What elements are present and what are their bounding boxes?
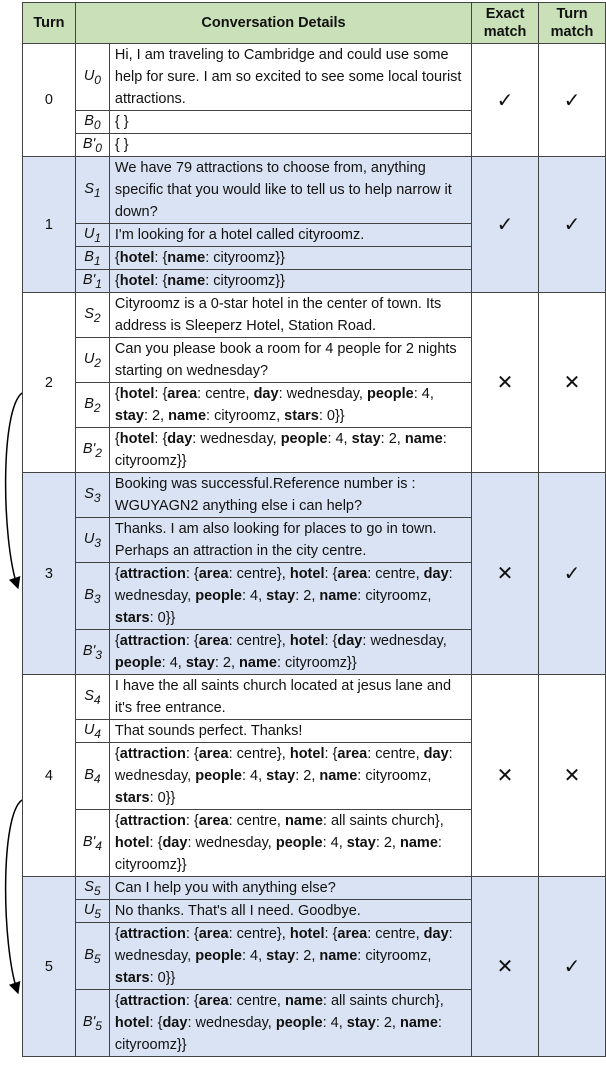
row-label-base: B: [84, 112, 94, 129]
row-label: [75, 428, 109, 473]
table-row: [23, 44, 606, 111]
row-label-subscript: 2: [95, 445, 102, 460]
text-segment: : {: [185, 993, 199, 1009]
row-label: [75, 44, 109, 111]
text-segment: : 4,: [241, 768, 267, 784]
header-exact-match: Exact match: [472, 3, 539, 44]
header-turn: Turn: [23, 3, 76, 44]
slot-key: stay: [351, 431, 381, 447]
text-segment: : {: [154, 250, 168, 266]
slot-key: stay: [346, 1015, 376, 1031]
row-label-subscript: 4: [93, 771, 101, 786]
text-segment: : {: [154, 386, 168, 402]
exact-match-mark: ✕: [472, 473, 539, 675]
row-label-subscript: 5: [93, 951, 101, 966]
row-text: [109, 518, 471, 563]
row-label-subscript: 3: [95, 647, 102, 662]
row-label-subscript: 1: [93, 185, 101, 200]
row-label-base: U: [83, 530, 95, 547]
row-text: [109, 157, 471, 224]
row-text: [109, 224, 471, 247]
slot-key: day: [423, 926, 449, 942]
row-label-subscript: 3: [93, 591, 101, 606]
turn-number: 5: [23, 877, 76, 1057]
text-segment: : 2,: [375, 1015, 400, 1031]
text-segment: { }: [114, 137, 129, 153]
slot-key: people: [195, 948, 242, 964]
row-label: [75, 810, 109, 877]
text-segment: Cityroomz is a 0-star hotel in the center of town. Its address is Sleeperz Hotel, Station Road.: [114, 296, 442, 334]
slot-key: attraction: [119, 993, 186, 1009]
slot-key: area: [167, 386, 198, 402]
row-label: [75, 743, 109, 810]
row-label-subscript: 4: [95, 838, 102, 853]
slot-key: name: [319, 948, 358, 964]
text-segment: {: [114, 273, 120, 289]
slot-key: day: [423, 746, 449, 762]
row-label-base: S: [84, 180, 94, 197]
text-segment: : centre,: [197, 386, 254, 402]
header-turn-match: Turn match: [539, 3, 606, 44]
slot-key: people: [275, 835, 323, 851]
text-segment: : {: [185, 746, 199, 762]
text-segment: : cityroomz,: [357, 588, 432, 604]
text-segment: : 2,: [295, 948, 320, 964]
turn-match-mark: ✕: [539, 675, 606, 877]
arrow-turn4-to-turn5: [6, 800, 22, 990]
row-label-base: B: [84, 946, 94, 963]
table-row: [23, 473, 606, 518]
text-segment: { }: [114, 114, 129, 130]
row-label-base: S: [84, 878, 94, 895]
text-segment: : 4,: [322, 835, 347, 851]
text-segment: : cityroomz}}: [205, 250, 285, 266]
slot-key: area: [198, 566, 229, 582]
text-segment: : centre,: [367, 746, 424, 762]
text-segment: {: [114, 993, 120, 1009]
slot-key: stay: [266, 588, 296, 604]
slot-key: name: [285, 993, 323, 1009]
slot-key: hotel: [289, 633, 325, 649]
row-label: [75, 293, 109, 338]
slot-key: attraction: [119, 566, 186, 582]
row-text: [109, 810, 471, 877]
slot-key: area: [198, 813, 229, 829]
text-segment: : {: [185, 633, 199, 649]
row-text: [109, 900, 471, 923]
row-label-base: U: [83, 721, 95, 738]
text-segment: Can I help you with anything else?: [114, 880, 336, 896]
slot-key: stay: [346, 835, 376, 851]
table-row: [23, 675, 606, 720]
exact-match-mark: ✓: [472, 44, 539, 157]
text-segment: : {: [324, 926, 338, 942]
slot-key: people: [275, 1015, 323, 1031]
row-label-base: B': [82, 440, 96, 457]
row-text: [109, 44, 471, 111]
row-text: [109, 383, 471, 428]
slot-key: name: [319, 768, 358, 784]
slot-key: day: [253, 386, 279, 402]
row-text: [109, 877, 471, 900]
slot-key: name: [285, 813, 323, 829]
row-label-base: U: [83, 67, 95, 84]
row-label-base: B: [84, 766, 94, 783]
slot-key: people: [114, 655, 162, 671]
text-segment: {: [114, 746, 120, 762]
text-segment: : {: [185, 926, 199, 942]
row-label: [75, 630, 109, 675]
slot-key: stay: [266, 948, 296, 964]
row-text: [109, 990, 471, 1057]
text-segment: : {: [149, 1015, 163, 1031]
text-segment: {: [114, 926, 120, 942]
slot-key: day: [337, 633, 363, 649]
row-label-base: U: [83, 901, 95, 918]
row-label-subscript: 5: [95, 1018, 102, 1033]
row-label-subscript: 0: [94, 72, 102, 87]
slot-key: name: [319, 588, 358, 604]
row-label-base: B: [84, 248, 94, 265]
text-segment: {: [114, 633, 120, 649]
row-label-subscript: 1: [93, 253, 101, 268]
text-segment: {: [114, 566, 120, 582]
turn-number: 0: [23, 44, 76, 157]
row-label-base: S: [84, 485, 94, 502]
slot-key: area: [337, 746, 368, 762]
slot-key: attraction: [119, 746, 186, 762]
slot-key: hotel: [289, 926, 325, 942]
text-segment: : centre,: [367, 926, 424, 942]
text-segment: : wednesday,: [362, 633, 447, 649]
slot-key: people: [195, 768, 242, 784]
header-row: [23, 3, 606, 44]
row-label: [75, 923, 109, 990]
row-text: [109, 338, 471, 383]
table-row: [23, 293, 606, 338]
row-label-base: B': [82, 271, 96, 288]
slot-key: day: [423, 566, 449, 582]
slot-key: hotel: [289, 746, 325, 762]
slot-key: name: [400, 835, 438, 851]
text-segment: : cityroomz}}: [276, 655, 357, 671]
text-segment: : {: [324, 566, 338, 582]
row-label-subscript: 2: [93, 400, 101, 415]
text-segment: : 4,: [161, 655, 186, 671]
text-segment: {: [114, 431, 120, 447]
row-label-subscript: 5: [94, 906, 102, 921]
turn-number: 3: [23, 473, 76, 675]
slot-key: stars: [114, 790, 150, 806]
slot-key: day: [162, 835, 188, 851]
row-label: [75, 473, 109, 518]
text-segment: {: [114, 386, 120, 402]
slot-key: area: [198, 633, 229, 649]
arrow-turn2-to-turn3: [6, 393, 22, 585]
exact-match-mark: ✕: [472, 293, 539, 473]
text-segment: : cityroomz,: [357, 948, 432, 964]
slot-key: hotel: [119, 273, 155, 289]
slot-key: stars: [114, 610, 150, 626]
text-segment: : cityroomz,: [206, 408, 285, 424]
slot-key: hotel: [119, 250, 155, 266]
text-segment: Hi, I am traveling to Cambridge and could use some help for sure. I am so excited to see some local tourist attractions.: [114, 47, 462, 107]
slot-key: stars: [114, 970, 150, 986]
row-label: [75, 518, 109, 563]
text-segment: We have 79 attractions to choose from, anything specific that you would like to tell us to help narrow it down?: [114, 160, 452, 220]
row-label-base: B: [84, 395, 94, 412]
text-segment: : cityroomz}}: [114, 431, 447, 469]
text-segment: : 0}}: [149, 610, 176, 626]
text-segment: I'm looking for a hotel called cityroomz.: [114, 227, 365, 243]
slot-key: area: [337, 926, 368, 942]
text-segment: Booking was successful.Reference number is : WGUYAGN2 anything else i can help?: [114, 476, 416, 514]
row-label-base: B': [82, 833, 96, 850]
text-segment: : wednesday,: [114, 566, 453, 604]
turn-match-mark: ✕: [539, 293, 606, 473]
turn-match-mark: ✓: [539, 473, 606, 675]
table-row: [23, 877, 606, 900]
row-label-subscript: 4: [93, 692, 101, 707]
row-text: [109, 111, 471, 134]
turn-number: 2: [23, 293, 76, 473]
text-segment: : all saints church},: [322, 993, 444, 1009]
text-segment: : wednesday,: [187, 1015, 276, 1031]
row-text: [109, 428, 471, 473]
row-label-subscript: 3: [93, 490, 101, 505]
slot-key: hotel: [114, 1015, 150, 1031]
row-label: [75, 270, 109, 293]
text-segment: No thanks. That's all I need. Goodbye.: [114, 903, 361, 919]
table-row: [23, 157, 606, 224]
exact-match-mark: ✕: [472, 877, 539, 1057]
text-segment: : centre,: [228, 993, 285, 1009]
slot-key: hotel: [119, 386, 155, 402]
row-text: [109, 675, 471, 720]
row-label: [75, 111, 109, 134]
turn-match-mark: ✓: [539, 44, 606, 157]
text-segment: That sounds perfect. Thanks!: [114, 723, 303, 739]
row-label: [75, 563, 109, 630]
slot-key: name: [404, 431, 443, 447]
text-segment: : 2,: [295, 768, 320, 784]
row-label-base: S: [84, 687, 94, 704]
text-segment: : centre},: [228, 926, 290, 942]
row-label: [75, 157, 109, 224]
slot-key: day: [167, 431, 193, 447]
text-segment: : {: [185, 813, 199, 829]
text-segment: : cityroomz}}: [114, 835, 442, 873]
slot-key: area: [198, 926, 229, 942]
text-segment: : {: [149, 835, 163, 851]
row-label-subscript: 2: [94, 355, 102, 370]
text-segment: : 2,: [143, 408, 169, 424]
text-segment: : {: [154, 273, 168, 289]
row-text: [109, 720, 471, 743]
text-segment: : wednesday,: [187, 835, 276, 851]
slot-key: stay: [266, 768, 296, 784]
row-label-subscript: 1: [94, 230, 102, 245]
text-segment: : {: [154, 431, 168, 447]
text-segment: : 4,: [241, 948, 267, 964]
exact-match-mark: ✓: [472, 157, 539, 293]
text-segment: : 0}}: [318, 408, 345, 424]
slot-key: hotel: [119, 431, 155, 447]
text-segment: : 2,: [295, 588, 320, 604]
row-label-subscript: 4: [94, 726, 102, 741]
row-label-base: B': [82, 642, 96, 659]
row-label: [75, 338, 109, 383]
text-segment: I have the all saints church located at jesus lane and it's free entrance.: [114, 678, 452, 716]
row-text: [109, 247, 471, 270]
text-segment: : {: [324, 746, 338, 762]
row-label-subscript: 3: [94, 535, 102, 550]
slot-key: name: [239, 655, 277, 671]
text-segment: : 4,: [322, 1015, 347, 1031]
exact-match-mark: ✕: [472, 675, 539, 877]
text-segment: : 2,: [214, 655, 240, 671]
row-label-base: B': [82, 1013, 96, 1030]
text-segment: Can you please book a room for 4 people for 2 nights starting on wednesday?: [114, 341, 457, 379]
row-text: [109, 923, 471, 990]
text-segment: : 0}}: [149, 970, 176, 986]
slot-key: name: [167, 273, 206, 289]
dialogue-state-table: [22, 2, 606, 1057]
row-label-subscript: 5: [93, 883, 101, 898]
row-label-base: U: [83, 350, 95, 367]
text-segment: : 4,: [413, 386, 434, 402]
slot-key: name: [168, 408, 207, 424]
row-label: [75, 900, 109, 923]
text-segment: : wednesday,: [192, 431, 281, 447]
slot-key: area: [198, 993, 229, 1009]
text-segment: : 2,: [380, 431, 405, 447]
slot-key: people: [366, 386, 414, 402]
slot-key: name: [400, 1015, 438, 1031]
row-label: [75, 383, 109, 428]
row-text: [109, 293, 471, 338]
slot-key: attraction: [119, 813, 186, 829]
slot-key: area: [337, 566, 368, 582]
text-segment: : wednesday,: [114, 746, 453, 784]
slot-key: day: [162, 1015, 188, 1031]
row-label-base: B: [84, 586, 94, 603]
text-segment: Thanks. I am also looking for places to go in town. Perhaps an attraction in the city centre.: [114, 521, 437, 559]
slot-key: stay: [114, 408, 144, 424]
text-segment: : 4,: [327, 431, 352, 447]
row-label: [75, 134, 109, 157]
slot-key: hotel: [114, 835, 150, 851]
row-label-base: U: [83, 225, 95, 242]
row-label-base: S: [84, 305, 94, 322]
text-segment: : centre,: [228, 813, 285, 829]
row-text: [109, 134, 471, 157]
text-segment: : centre},: [228, 746, 290, 762]
row-label-subscript: 0: [93, 117, 101, 132]
slot-key: area: [198, 746, 229, 762]
slot-key: attraction: [119, 633, 186, 649]
text-segment: : all saints church},: [322, 813, 444, 829]
slot-key: hotel: [289, 566, 325, 582]
slot-key: people: [195, 588, 242, 604]
text-segment: : 0}}: [149, 790, 176, 806]
slot-key: stars: [284, 408, 319, 424]
text-segment: {: [114, 250, 120, 266]
turn-number: 1: [23, 157, 76, 293]
turn-match-mark: ✓: [539, 157, 606, 293]
row-text: [109, 270, 471, 293]
row-label-subscript: 1: [95, 276, 102, 291]
text-segment: {: [114, 813, 120, 829]
slot-key: people: [280, 431, 328, 447]
row-label: [75, 720, 109, 743]
row-label-base: B': [82, 135, 96, 152]
text-segment: : 2,: [375, 835, 400, 851]
text-segment: : wednesday,: [114, 926, 453, 964]
row-text: [109, 563, 471, 630]
text-segment: : {: [324, 633, 338, 649]
text-segment: : 4,: [241, 588, 267, 604]
text-segment: : centre},: [228, 633, 290, 649]
slot-key: stay: [185, 655, 215, 671]
turn-number: 4: [23, 675, 76, 877]
text-segment: : wednesday,: [278, 386, 367, 402]
slot-key: attraction: [119, 926, 186, 942]
text-segment: : cityroomz}}: [205, 273, 285, 289]
text-segment: : cityroomz,: [357, 768, 432, 784]
row-text: [109, 630, 471, 675]
turn-match-mark: ✓: [539, 877, 606, 1057]
row-label: [75, 877, 109, 900]
row-label: [75, 224, 109, 247]
row-label: [75, 675, 109, 720]
row-label: [75, 990, 109, 1057]
text-segment: : {: [185, 566, 199, 582]
slot-key: name: [167, 250, 206, 266]
header-details: Conversation Details: [75, 3, 471, 44]
text-segment: : cityroomz}}: [114, 1015, 442, 1053]
text-segment: : centre,: [367, 566, 424, 582]
row-label-subscript: 2: [93, 310, 101, 325]
row-text: [109, 743, 471, 810]
row-label: [75, 247, 109, 270]
row-label-subscript: 0: [95, 140, 102, 155]
row-text: [109, 473, 471, 518]
text-segment: : centre},: [228, 566, 290, 582]
